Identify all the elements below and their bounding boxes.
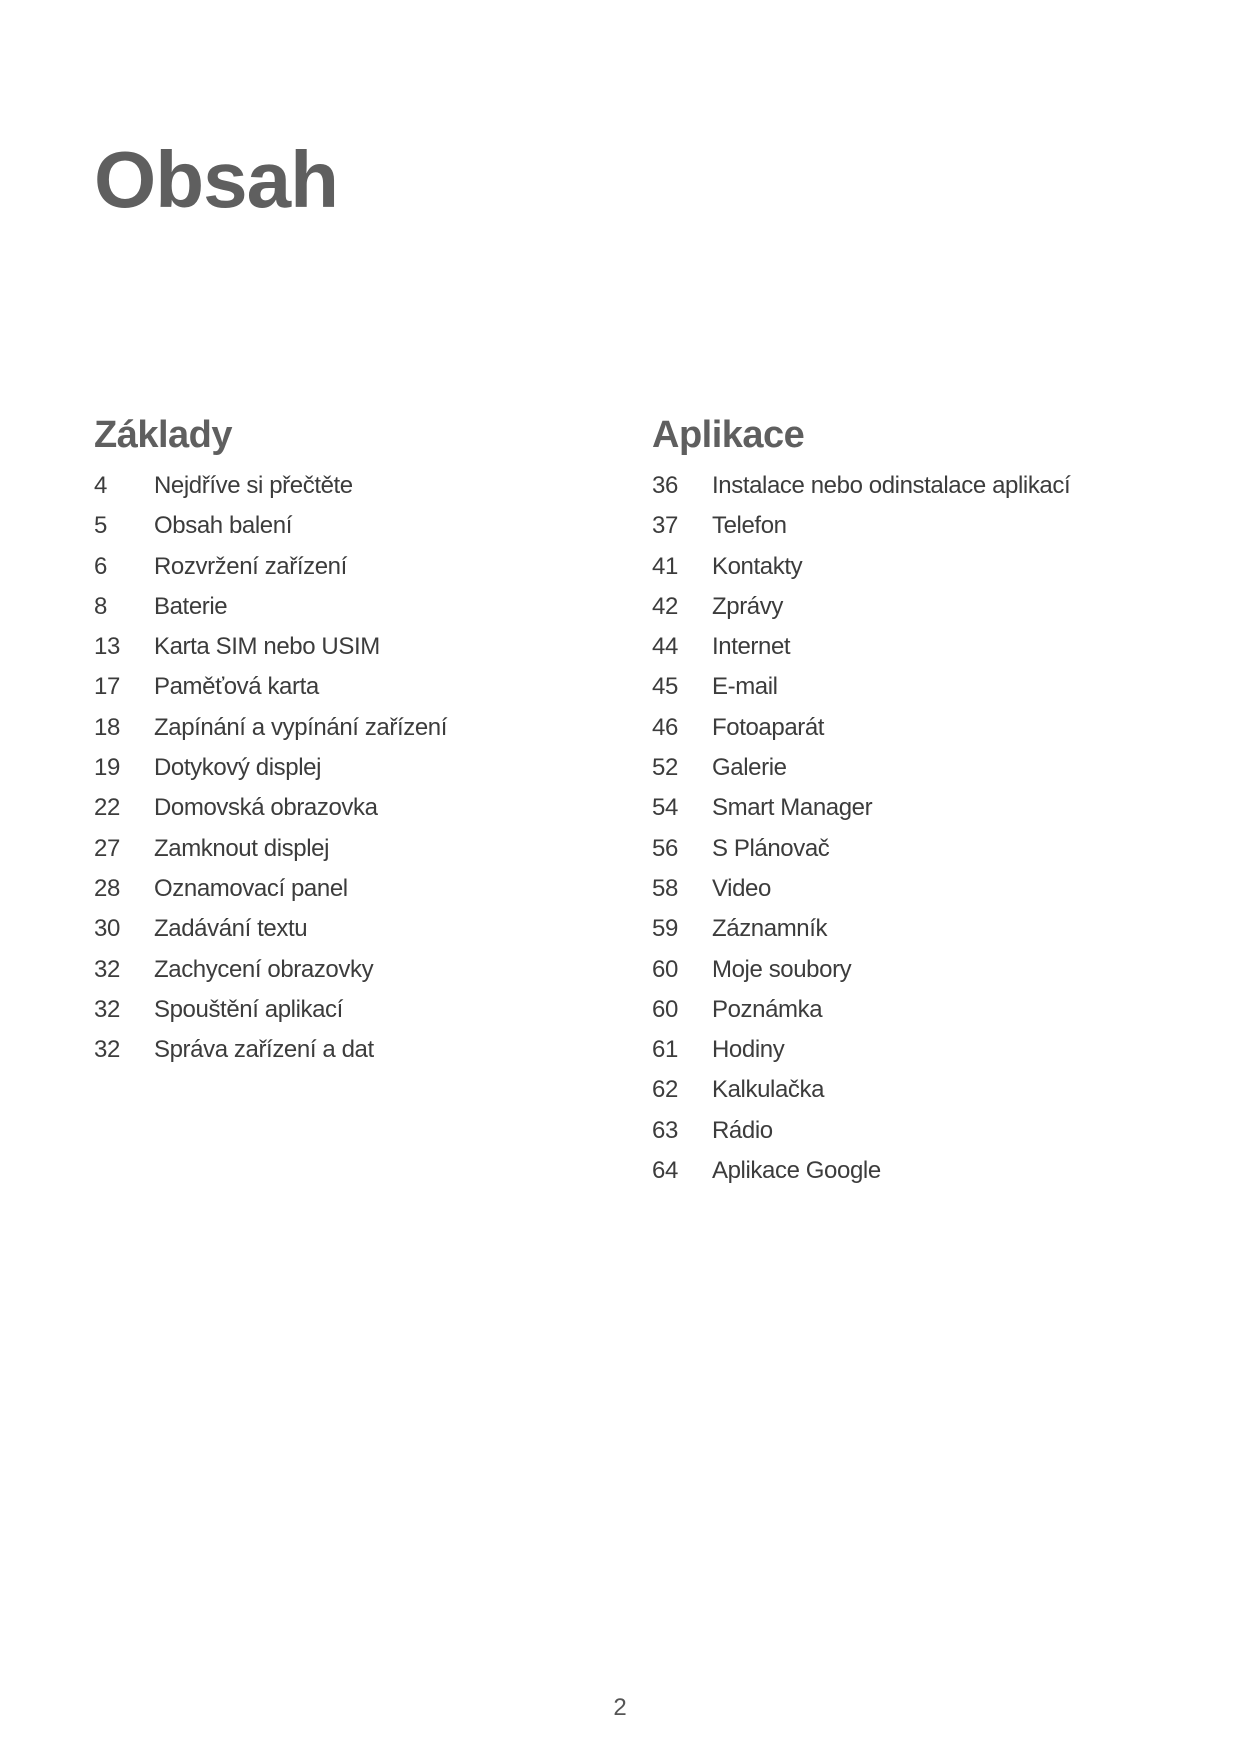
toc-page-number: 17 <box>94 673 120 701</box>
toc-page-number: 4 <box>94 472 107 499</box>
toc-page-number: 41 <box>652 552 678 580</box>
toc-entry[interactable] <box>652 788 1212 828</box>
toc-entry-title: Telefon <box>712 512 787 540</box>
toc-entry[interactable] <box>652 506 1212 546</box>
toc-entry[interactable] <box>94 547 614 587</box>
toc-page-number: 19 <box>94 754 120 782</box>
toc-page-number: 6 <box>94 552 107 580</box>
toc-entry-title: Fotoaparát <box>712 713 825 741</box>
toc-entry-title: Karta SIM nebo USIM <box>154 633 380 661</box>
toc-page-number: 5 <box>94 512 107 540</box>
toc-entry[interactable] <box>94 506 614 546</box>
toc-entry[interactable] <box>652 547 1212 587</box>
toc-entry[interactable] <box>652 1111 1212 1151</box>
toc-entry[interactable] <box>94 950 614 990</box>
toc-entry[interactable] <box>94 667 614 707</box>
toc-entry-title: Hodiny <box>712 1036 785 1064</box>
toc-entry[interactable] <box>94 1030 614 1070</box>
toc-entry[interactable] <box>94 909 614 949</box>
toc-entry-title: E-mail <box>712 673 778 701</box>
toc-entry[interactable] <box>652 466 1212 506</box>
toc-entry-title: Video <box>712 874 771 902</box>
toc-page-number: 60 <box>652 955 678 983</box>
toc-entry[interactable] <box>94 466 614 506</box>
toc-section-zaklady <box>94 412 614 1070</box>
toc-entry-title: Správa zařízení a dat <box>154 1036 374 1064</box>
toc-entry-title: Kalkulačka <box>712 1076 825 1104</box>
toc-page-number: 64 <box>652 1157 678 1185</box>
toc-page-number: 32 <box>94 1036 120 1064</box>
toc-page-number: 45 <box>652 673 678 701</box>
toc-page-number: 59 <box>652 915 678 943</box>
toc-page-number: 60 <box>652 995 678 1023</box>
toc-page-number: 58 <box>652 874 678 902</box>
toc-page-number: 61 <box>652 1036 678 1064</box>
toc-entry-title: Zapínání a vypínání zařízení <box>154 713 447 741</box>
toc-entry-title: Zprávy <box>712 592 783 620</box>
toc-page-number: 28 <box>94 874 120 902</box>
page-title: Obsah <box>94 135 338 224</box>
toc-entry-title: Obsah balení <box>154 512 292 540</box>
toc-entry-title: Zamknout displej <box>154 834 330 862</box>
toc-page-number: 62 <box>652 1076 678 1104</box>
toc-entry-title: Domovská obrazovka <box>154 794 378 822</box>
toc-page-number: 36 <box>652 472 678 499</box>
toc-entry[interactable] <box>94 748 614 788</box>
toc-entry-title: Nejdříve si přečtěte <box>154 472 353 499</box>
section-heading: Aplikace <box>652 414 805 456</box>
toc-entry[interactable] <box>652 869 1212 909</box>
toc-entry[interactable] <box>652 829 1212 869</box>
toc-entry[interactable] <box>652 1030 1212 1070</box>
toc-page-number: 56 <box>652 834 678 862</box>
toc-entry-title: Zadávání textu <box>154 915 308 943</box>
toc-entry-title: Kontakty <box>712 552 803 580</box>
toc-entry-title: Oznamovací panel <box>154 874 348 902</box>
toc-entry[interactable] <box>94 869 614 909</box>
toc-entry-title: Internet <box>712 633 791 661</box>
toc-entry[interactable] <box>94 627 614 667</box>
page-number: 2 <box>613 1694 627 1721</box>
toc-page-number: 37 <box>652 512 678 540</box>
toc-entry-title: Poznámka <box>712 995 823 1023</box>
toc-entry[interactable] <box>652 708 1212 748</box>
toc-section-aplikace <box>652 412 1212 1191</box>
toc-entry-title: Instalace nebo odinstalace aplikací <box>712 472 1071 499</box>
section-heading: Základy <box>94 414 233 456</box>
toc-page-number: 27 <box>94 834 120 862</box>
toc-entry[interactable] <box>652 909 1212 949</box>
toc-page-number: 46 <box>652 713 678 741</box>
toc-entry[interactable] <box>652 1151 1212 1191</box>
toc-entry-title: Moje soubory <box>712 955 852 983</box>
toc-list <box>652 466 1212 1191</box>
toc-entry[interactable] <box>652 748 1212 788</box>
toc-entry[interactable] <box>94 788 614 828</box>
toc-page-number: 42 <box>652 592 678 620</box>
toc-entry-title: Spouštění aplikací <box>154 995 343 1023</box>
toc-entry-title: Dotykový displej <box>154 754 322 782</box>
toc-entry-title: Baterie <box>154 592 228 620</box>
toc-page-number: 32 <box>94 995 120 1023</box>
toc-entry[interactable] <box>94 990 614 1030</box>
toc-entry-title: Galerie <box>712 754 787 782</box>
toc-entry-title: S Plánovač <box>712 834 830 862</box>
toc-page-number: 32 <box>94 955 120 983</box>
toc-entry[interactable] <box>652 950 1212 990</box>
toc-entry[interactable] <box>94 587 614 627</box>
toc-list <box>94 466 614 1070</box>
toc-entry[interactable] <box>652 667 1212 707</box>
toc-page-number: 13 <box>94 633 120 661</box>
toc-entry[interactable] <box>652 627 1212 667</box>
toc-page-number: 30 <box>94 915 120 943</box>
toc-entry-title: Rádio <box>712 1116 773 1144</box>
toc-entry[interactable] <box>652 1070 1212 1110</box>
toc-page-number: 52 <box>652 754 678 782</box>
toc-page-number: 44 <box>652 633 678 661</box>
toc-entry[interactable] <box>94 829 614 869</box>
toc-entry-title: Rozvržení zařízení <box>154 552 347 580</box>
toc-page-number: 8 <box>94 592 107 620</box>
toc-page-number: 63 <box>652 1116 678 1144</box>
toc-page-number: 18 <box>94 713 120 741</box>
toc-entry-title: Aplikace Google <box>712 1157 881 1185</box>
toc-entry[interactable] <box>94 708 614 748</box>
toc-entry-title: Záznamník <box>712 915 828 943</box>
toc-page-number: 22 <box>94 794 120 822</box>
toc-entry-title: Zachycení obrazovky <box>154 955 374 983</box>
toc-page-number: 54 <box>652 794 678 822</box>
toc-entry[interactable] <box>652 990 1212 1030</box>
toc-entry[interactable] <box>652 587 1212 627</box>
toc-entry-title: Smart Manager <box>712 794 873 822</box>
toc-entry-title: Paměťová karta <box>154 673 319 701</box>
